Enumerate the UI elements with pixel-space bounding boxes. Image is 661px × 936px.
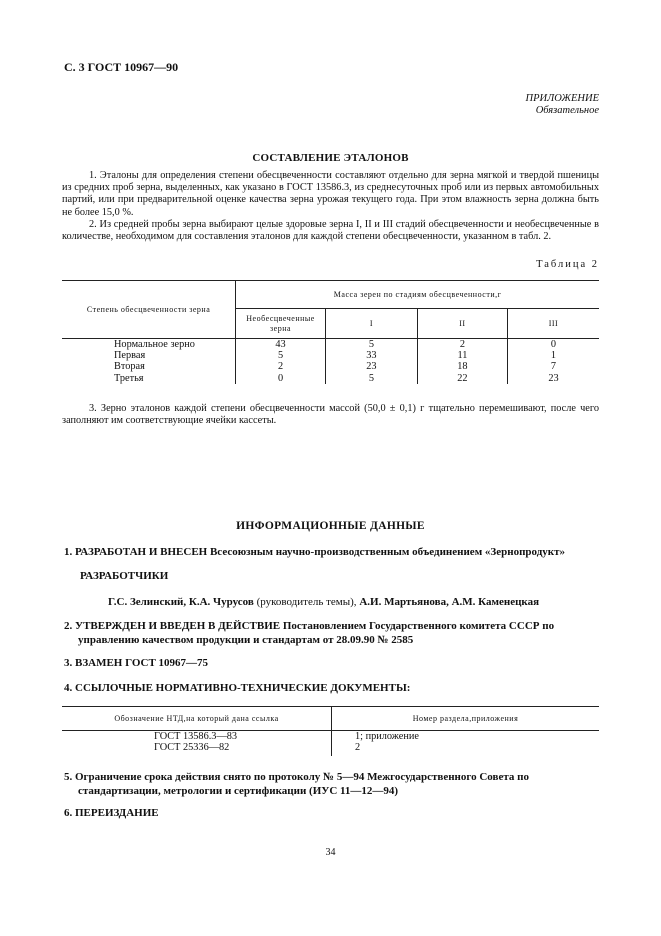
row-label: Нормальное зерно: [114, 339, 195, 350]
ref-header-doc: Обозначение НТД,на который дана ссылка: [62, 707, 332, 731]
cell: 2: [417, 339, 507, 351]
paragraph-2: 2. Из средней пробы зерна выбирают целые здоровые зерна I, II и III стадий обесцвеченности и необесцвеченные в количестве, необходимом для составления эталонов для каждой степени обесцвеченности, указанном в табл. 2.: [62, 219, 599, 243]
table-caption: Таблица 2: [536, 259, 599, 270]
ref-doc: ГОСТ 25336—82: [154, 742, 230, 753]
ref-header-section: Номер раздела,приложения: [332, 707, 600, 731]
ref-section: 2: [332, 742, 600, 756]
page-header: С. 3 ГОСТ 10967—90: [64, 60, 179, 74]
cell: 18: [417, 361, 507, 372]
cell: 7: [507, 361, 599, 372]
cell: 1: [507, 350, 599, 361]
developers-names-a: Г.С. Зелинский, К.А. Чурусов: [108, 596, 254, 608]
cell: 2: [236, 361, 326, 372]
row-label: Третья: [114, 372, 144, 384]
developers-label: РАЗРАБОТЧИКИ: [80, 570, 169, 582]
cell: 5: [325, 339, 417, 351]
cell: 23: [325, 361, 417, 372]
cell: 22: [417, 372, 507, 384]
row-label: Первая: [114, 350, 146, 361]
appendix-subtitle: Обязательное: [535, 105, 599, 116]
page-number: 34: [325, 847, 336, 858]
table-row: [62, 742, 599, 756]
cell: 33: [325, 350, 417, 361]
cell: 0: [236, 372, 326, 384]
info-item-4: 4. ССЫЛОЧНЫЕ НОРМАТИВНО-ТЕХНИЧЕСКИЕ ДОКУМЕНТЫ:: [64, 682, 411, 694]
ref-doc: ГОСТ 13586.3—83: [154, 731, 238, 742]
table-row: [62, 372, 599, 384]
cell: 5: [325, 372, 417, 384]
header-mass: Масса зерен по стадиям обесцвеченности,г: [236, 281, 599, 309]
table-row: [62, 731, 599, 743]
ref-section: 1; приложение: [332, 731, 600, 743]
section-title: СОСТАВЛЕНИЕ ЭТАЛОНОВ: [252, 152, 409, 164]
header-undiscolored: Необесцвеченные зерна: [236, 309, 326, 339]
header-stage-3: III: [507, 309, 599, 339]
info-title: ИНФОРМАЦИОННЫЕ ДАННЫЕ: [236, 520, 425, 532]
table-row: [62, 339, 599, 351]
developers-names-b: А.И. Мартьянова, А.М. Каменецкая: [359, 596, 540, 608]
developers-list: [108, 595, 608, 609]
header-stage-2: II: [417, 309, 507, 339]
cell: 5: [236, 350, 326, 361]
info-item-1: 1. РАЗРАБОТАН И ВНЕСЕН Всесоюзным научно-производственным объединением «Зернопродукт»: [64, 546, 566, 558]
cell: 0: [507, 339, 599, 351]
header-degree: Степень обесцвеченности зерна: [62, 281, 236, 339]
table-row: [62, 350, 599, 361]
info-item-5: 5. Ограничение срока действия снято по протоколу № 5—94 Межгосударственного Совета по стандартизации, метрологии и сертификации (ИУС 11—12—94): [64, 771, 529, 797]
paragraph-1: 1. Эталоны для определения степени обесцвеченности составляют отдельно для зерна мягкой и твердой пшеницы из средних проб зерна, выделенных, как указано в ГОСТ 13586.3, из среднесуточных проб или из первых автомобильных партий, или при предварительной оценке качества зерна урожая текущего года. При этом влажность зерна должна быть не более 15,0 %.: [62, 170, 599, 218]
cell: 43: [236, 339, 326, 351]
info-item-6: 6. ПЕРЕИЗДАНИЕ: [64, 807, 159, 819]
table-row: [62, 361, 599, 372]
appendix-label: [526, 93, 600, 117]
developers-role: (руководитель темы),: [256, 596, 357, 608]
paragraph-3: 3. Зерно эталонов каждой степени обесцвеченности массой (50,0 ± 0,1) г тщательно перемешивают, после чего заполняют им соответствующие ячейки кассеты.: [62, 403, 599, 427]
cell: 23: [507, 372, 599, 384]
row-label: Вторая: [114, 361, 145, 372]
cell: 11: [417, 350, 507, 361]
reference-table: [62, 706, 599, 756]
info-item-3: 3. ВЗАМЕН ГОСТ 10967—75: [64, 657, 209, 669]
info-item-2: 2. УТВЕРЖДЕН И ВВЕДЕН В ДЕЙСТВИЕ Постановлением Государственного комитета СССР по управлению качеством продукции и стандартам от 28.09.90 № 2585: [64, 620, 555, 646]
standards-table: [62, 280, 599, 384]
appendix-title: ПРИЛОЖЕНИЕ: [525, 93, 599, 104]
header-stage-1: I: [325, 309, 417, 339]
